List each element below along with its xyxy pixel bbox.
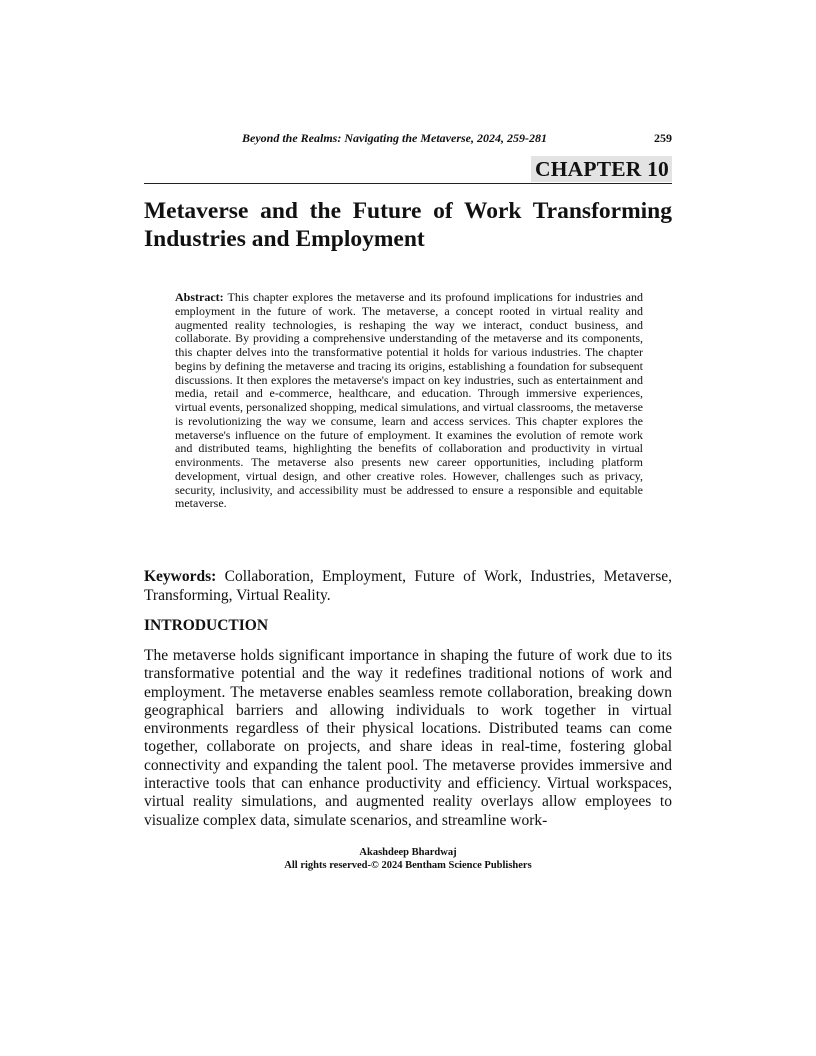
- abstract: [175, 291, 643, 511]
- section-heading-introduction: INTRODUCTION: [144, 617, 269, 634]
- running-header-title: [242, 131, 547, 146]
- book-details: , 2024, 259-281: [470, 131, 547, 145]
- abstract-text: This chapter explores the metaverse and its profound implications for industries and employment in the future of work. The metaverse, a concept rooted in virtual reality and augmented reality technologies, is reshaping the way we interact, conduct business, and collaborate. By providing a comprehensive understanding of the metaverse and its components, this chapter delves into the transformative potential it holds for various industries. The chapter begins by defining the metaverse and tracing its origins, establishing a foundation for subsequent discussions. It then explores the metaverse's impact on key industries, such as entertainment and media, retail and e-commerce, healthcare, and education. Through immersive experiences, virtual events, personalized shopping, medical simulations, and virtual classrooms, the metaverse is revolutionizing the way we consume, learn and access services. This chapter explores the metaverse's influence on the future of employment. It examines the evolution of remote work and distributed teams, highlighting the benefits of collaboration and productivity in virtual environments. The metaverse also presents new career opportunities, including platform development, virtual design, and other creative roles. However, challenges such as privacy, security, inclusivity, and accessibility must be addressed to ensure a responsible and equitable metaverse.: [175, 290, 643, 511]
- keywords-text: Collaboration, Employment, Future of Work, Industries, Metaverse, Transforming, Virtual Reality.: [144, 568, 673, 604]
- book-title: Beyond the Realms: Navigating the Metaverse: [242, 131, 471, 145]
- footer-author: Akashdeep Bhardwaj: [359, 847, 457, 858]
- chapter-title: Metaverse and the Future of Work Transforming Industries and Employment: [144, 198, 672, 252]
- abstract-label: Abstract:: [175, 290, 224, 304]
- introduction-paragraph: The metaverse holds significant importance in shaping the future of work due to its transformative potential and the way it redefines traditional notions of work and employment. The metaverse enables seamless remote collaboration, breaking down geographical barriers and allowing individuals to work together in virtual environments regardless of their physical locations. Distributed teams can come together, collaborate on projects, and share ideas in real-time, fostering global connectivity and expanding the talent pool. The metaverse provides immersive and interactive tools that can enhance productivity and efficiency. Virtual workspaces, virtual reality simulations, and augmented reality overlays allow employees to visualize complex data, simulate scenarios, and streamline work-: [144, 647, 672, 829]
- page-number: 259: [654, 131, 672, 145]
- keywords-label: Keywords:: [144, 568, 217, 585]
- running-header: [144, 131, 672, 146]
- keywords: [144, 568, 672, 605]
- page-footer: [144, 846, 672, 872]
- chapter-label: CHAPTER 10: [531, 156, 672, 182]
- chapter-divider: [144, 183, 672, 184]
- footer-rights: All rights reserved-© 2024 Bentham Science Publishers: [284, 860, 532, 871]
